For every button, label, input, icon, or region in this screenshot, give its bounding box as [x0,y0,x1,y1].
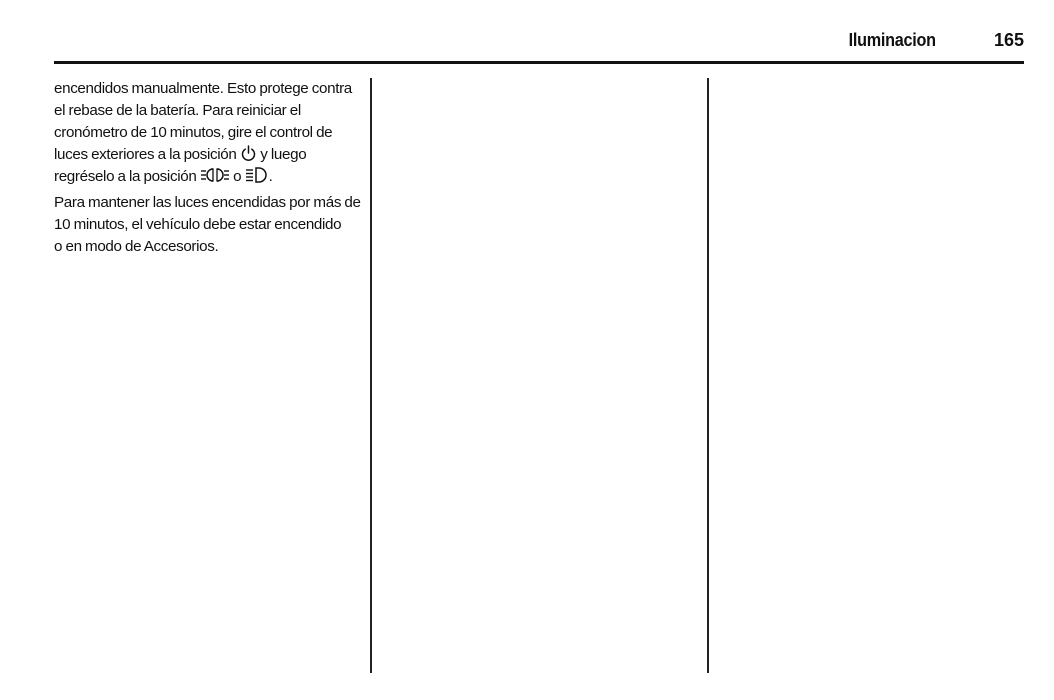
text-line-with-icons [54,166,354,188]
text-column-left [54,78,361,262]
paragraph-keep-lights-on [54,192,361,258]
column-divider-left [370,78,372,673]
text-segment: o [233,168,242,185]
header-rule [54,61,1024,64]
text-line: Para mantener las luces encendidas por más de [54,194,361,211]
power-off-icon [240,145,257,162]
text-line: o en modo de Accesorios. [54,238,219,255]
text-line: cronómetro de 10 minutos, gire el control de [54,124,333,141]
column-divider-right [707,78,709,673]
page-header [54,0,1024,64]
text-line: el rebase de la batería. Para reiniciar el [54,102,301,119]
text-segment: . [268,168,273,185]
paragraph-reset-timer [54,78,354,188]
section-title: Iluminacion [848,30,936,50]
parking-lamps-icon [200,166,230,184]
page-number: 165 [993,30,1024,50]
text-line-with-icon [54,144,354,166]
text-segment: y luego [260,146,307,163]
text-segment: luces exteriores a la posición [54,146,237,163]
text-segment: regréselo a la posición [54,168,197,185]
text-line: 10 minutos, el vehículo debe estar encendido [54,216,342,233]
headlamp-icon [245,166,269,184]
text-line: encendidos manualmente. Esto protege contra [54,80,352,97]
